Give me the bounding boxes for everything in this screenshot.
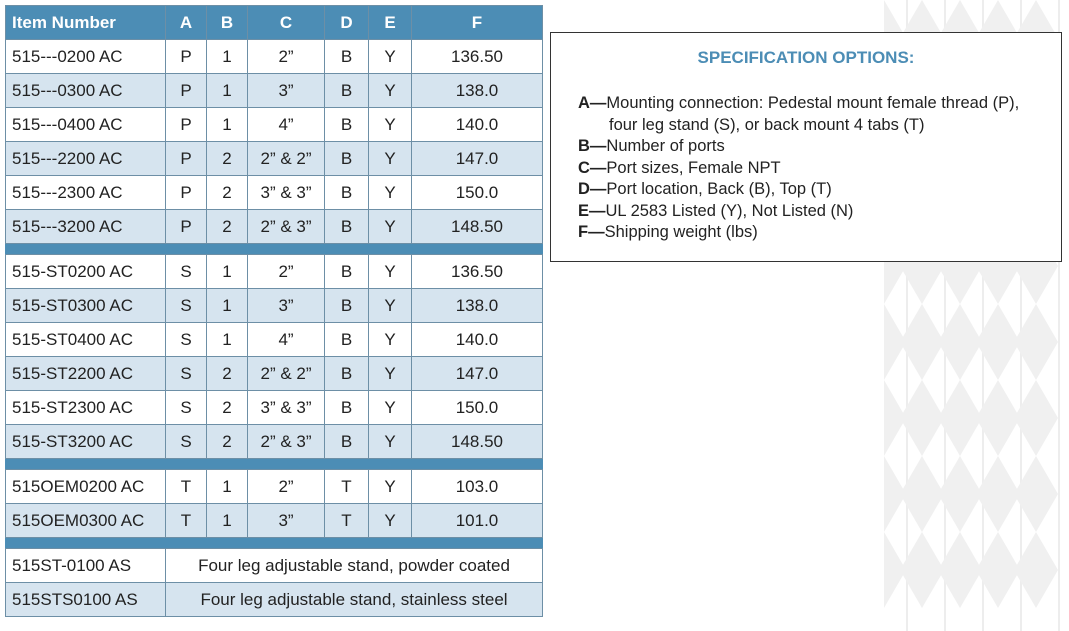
spec-cell: 3” & 3”	[248, 176, 325, 210]
spec-cell: 2” & 3”	[248, 210, 325, 244]
col-header-b: B	[207, 6, 248, 40]
accessory-row	[6, 549, 543, 583]
option-key: F—	[578, 223, 605, 241]
spec-cell: 2	[207, 142, 248, 176]
spec-cell: B	[325, 357, 369, 391]
option-item	[578, 201, 1048, 223]
spec-cell: B	[325, 289, 369, 323]
spec-cell: T	[166, 504, 207, 538]
table-row	[6, 74, 543, 108]
table-row	[6, 425, 543, 459]
item-number-cell: 515---3200 AC	[6, 210, 166, 244]
spec-cell: Y	[369, 357, 412, 391]
option-item	[578, 222, 1048, 244]
item-number-cell: 515-ST2300 AC	[6, 391, 166, 425]
spec-cell: 1	[207, 504, 248, 538]
item-number-cell: 515-ST0400 AC	[6, 323, 166, 357]
accessory-description: Four leg adjustable stand, stainless steel	[166, 583, 543, 617]
item-number-cell: 515-ST3200 AC	[6, 425, 166, 459]
spec-cell: 2”	[248, 470, 325, 504]
spec-cell: Y	[369, 74, 412, 108]
spec-cell: 138.0	[412, 289, 543, 323]
spec-cell: Y	[369, 425, 412, 459]
spec-cell: 103.0	[412, 470, 543, 504]
item-spec-table	[5, 5, 543, 617]
option-item	[578, 179, 1048, 201]
item-number-cell: 515ST-0100 AS	[6, 549, 166, 583]
spec-cell: Y	[369, 108, 412, 142]
spec-cell: P	[166, 210, 207, 244]
spec-cell: S	[166, 289, 207, 323]
spec-cell: S	[166, 357, 207, 391]
table-row	[6, 470, 543, 504]
spec-cell: 4”	[248, 323, 325, 357]
spec-cell: 136.50	[412, 255, 543, 289]
col-header-d: D	[325, 6, 369, 40]
col-header-a: A	[166, 6, 207, 40]
option-text: Port location, Back (B), Top (T)	[606, 180, 832, 198]
spec-cell: 2	[207, 176, 248, 210]
spec-cell: 1	[207, 74, 248, 108]
option-item	[578, 93, 1048, 136]
group-separator	[6, 459, 543, 470]
spec-cell: 147.0	[412, 142, 543, 176]
item-number-cell: 515---0300 AC	[6, 74, 166, 108]
spec-cell: B	[325, 323, 369, 357]
spec-cell: 2	[207, 210, 248, 244]
spec-cell: P	[166, 142, 207, 176]
option-key: C—	[578, 158, 607, 177]
option-text: Number of ports	[606, 137, 725, 155]
spec-cell: Y	[369, 255, 412, 289]
accessory-description: Four leg adjustable stand, powder coated	[166, 549, 543, 583]
item-number-cell: 515STS0100 AS	[6, 583, 166, 617]
spec-cell: Y	[369, 142, 412, 176]
item-number-cell: 515---0400 AC	[6, 108, 166, 142]
spec-cell: 1	[207, 40, 248, 74]
table-row	[6, 40, 543, 74]
separator-bar	[6, 459, 543, 470]
col-header-item-number: Item Number	[6, 6, 166, 40]
options-title: SPECIFICATION OPTIONS:	[697, 48, 915, 67]
spec-cell: B	[325, 40, 369, 74]
spec-cell: 140.0	[412, 323, 543, 357]
spec-cell: S	[166, 425, 207, 459]
option-text: Shipping weight (lbs)	[604, 223, 758, 241]
table-header-row	[6, 6, 543, 40]
spec-cell: 1	[207, 323, 248, 357]
spec-cell: B	[325, 142, 369, 176]
table-row	[6, 255, 543, 289]
spec-cell: Y	[369, 210, 412, 244]
spec-cell: 136.50	[412, 40, 543, 74]
col-header-e: E	[369, 6, 412, 40]
spec-cell: B	[325, 425, 369, 459]
spec-cell: P	[166, 40, 207, 74]
table-row	[6, 357, 543, 391]
spec-cell: Y	[369, 470, 412, 504]
spec-cell: 2”	[248, 40, 325, 74]
spec-cell: S	[166, 323, 207, 357]
spec-cell: 2” & 2”	[248, 357, 325, 391]
table-body	[6, 40, 543, 617]
item-number-cell: 515-ST0300 AC	[6, 289, 166, 323]
separator-bar	[6, 538, 543, 549]
col-header-c: C	[248, 6, 325, 40]
table-row	[6, 289, 543, 323]
option-key: A—	[578, 94, 607, 112]
spec-cell: T	[325, 470, 369, 504]
spec-cell: P	[166, 74, 207, 108]
spec-cell: B	[325, 74, 369, 108]
group-separator	[6, 244, 543, 255]
spec-cell: T	[325, 504, 369, 538]
option-text: Mounting connection: Pedestal mount female thread (P), four leg stand (S), or back mount 4 tabs (T)	[606, 94, 1020, 134]
spec-cell: S	[166, 391, 207, 425]
spec-cell: 138.0	[412, 74, 543, 108]
spec-cell: P	[166, 176, 207, 210]
item-number-cell: 515---0200 AC	[6, 40, 166, 74]
spec-cell: 2”	[248, 255, 325, 289]
item-number-cell: 515---2200 AC	[6, 142, 166, 176]
spec-cell: 140.0	[412, 108, 543, 142]
spec-cell: 1	[207, 470, 248, 504]
spec-cell: 1	[207, 108, 248, 142]
spec-cell: S	[166, 255, 207, 289]
spec-cell: 3” & 3”	[248, 391, 325, 425]
spec-cell: 3”	[248, 74, 325, 108]
spec-cell: 2” & 2”	[248, 142, 325, 176]
spec-cell: B	[325, 210, 369, 244]
spec-cell: 150.0	[412, 176, 543, 210]
spec-cell: B	[325, 255, 369, 289]
option-item	[578, 136, 1048, 158]
spec-cell: 147.0	[412, 357, 543, 391]
spec-cell: 2” & 3”	[248, 425, 325, 459]
table-row	[6, 210, 543, 244]
option-key: D—	[578, 180, 607, 198]
spec-cell: Y	[369, 323, 412, 357]
option-text: UL 2583 Listed (Y), Not Listed (N)	[605, 201, 854, 220]
spec-cell: 150.0	[412, 391, 543, 425]
group-separator	[6, 538, 543, 549]
separator-bar	[6, 244, 543, 255]
item-number-cell: 515OEM0200 AC	[6, 470, 166, 504]
spec-cell: Y	[369, 176, 412, 210]
table-row	[6, 142, 543, 176]
option-item	[578, 158, 1048, 180]
spec-cell: 3”	[248, 504, 325, 538]
spec-cell: 101.0	[412, 504, 543, 538]
spec-cell: 1	[207, 255, 248, 289]
item-number-cell: 515---2300 AC	[6, 176, 166, 210]
spec-cell: 1	[207, 289, 248, 323]
spec-cell: 148.50	[412, 425, 543, 459]
table-row	[6, 504, 543, 538]
spec-cell: 2	[207, 425, 248, 459]
table-row	[6, 323, 543, 357]
spec-cell: B	[325, 108, 369, 142]
spec-cell: Y	[369, 391, 412, 425]
spec-cell: 3”	[248, 289, 325, 323]
item-number-cell: 515-ST0200 AC	[6, 255, 166, 289]
spec-cell: 2	[207, 391, 248, 425]
spec-cell: T	[166, 470, 207, 504]
spec-cell: 148.50	[412, 210, 543, 244]
specification-options-box	[550, 32, 1062, 262]
spec-cell: Y	[369, 289, 412, 323]
option-key: B—	[578, 137, 607, 155]
spec-cell: B	[325, 176, 369, 210]
table-row	[6, 391, 543, 425]
item-number-cell: 515-ST2200 AC	[6, 357, 166, 391]
option-key: E—	[578, 201, 606, 220]
options-list	[578, 93, 1048, 244]
spec-cell: Y	[369, 504, 412, 538]
col-header-f: F	[412, 6, 543, 40]
spec-cell: 4”	[248, 108, 325, 142]
item-number-cell: 515OEM0300 AC	[6, 504, 166, 538]
table-row	[6, 176, 543, 210]
spec-cell: B	[325, 391, 369, 425]
spec-cell: 2	[207, 357, 248, 391]
option-text: Port sizes, Female NPT	[606, 158, 781, 177]
accessory-row	[6, 583, 543, 617]
table-row	[6, 108, 543, 142]
spec-cell: P	[166, 108, 207, 142]
spec-cell: Y	[369, 40, 412, 74]
